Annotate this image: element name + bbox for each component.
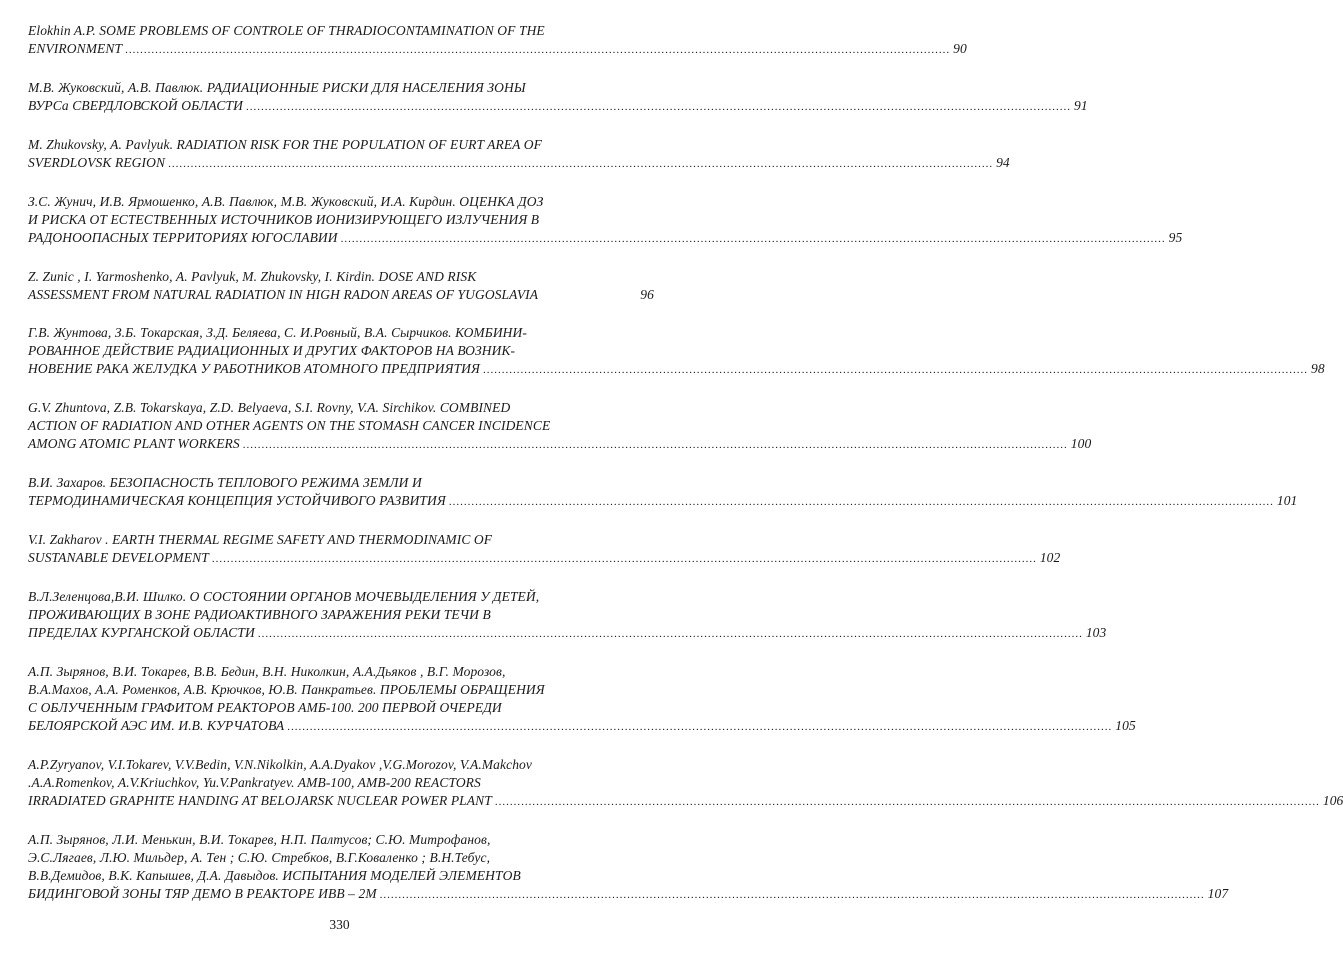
toc-entry-page-number: 96 xyxy=(640,287,654,302)
toc-entry-line: Г.В. Жунтова, З.Б. Токарская, З.Д. Беляева, С. И.Ровный, В.А. Сырчиков. КОМБИНИ- xyxy=(28,325,527,340)
toc-entry-leader-line xyxy=(28,154,1010,173)
dot-leader: ............................................................................................................................................................................................................................ xyxy=(257,628,1083,640)
toc-entry-line: РОВАННОЕ ДЕЙСТВИЕ РАДИАЦИОННЫХ И ДРУГИХ ФАКТОРОВ НА ВОЗНИК- xyxy=(28,343,516,358)
toc-entry-page-number: 105 xyxy=(1115,718,1136,733)
toc-entry-leader-line xyxy=(28,40,967,59)
toc-entry-page-number: 103 xyxy=(1085,625,1107,640)
toc-entry xyxy=(28,324,1325,379)
toc-entry-page-number: 101 xyxy=(1276,493,1298,508)
toc-entry-line: .A.A.Romenkov, A.V.Kriuchkov, Yu.V.Pankratyev. AMB-100, AMB-200 REACTORS xyxy=(28,775,481,790)
dot-leader: ............................................................................................................................................................................................................................ xyxy=(125,44,951,56)
toc-entry xyxy=(28,399,1092,454)
toc-entry-leader-line xyxy=(28,717,1136,736)
toc-entry xyxy=(28,531,1061,568)
dot-leader: ............................................................................................................................................................................................................................ xyxy=(494,796,1320,808)
toc-entry-last-line: ASSESSMENT FROM NATURAL RADIATION IN HIGH RADON AREAS OF YUGOSLAVIA xyxy=(28,287,539,302)
toc-entry xyxy=(28,663,1136,736)
toc-entry xyxy=(28,22,967,59)
dot-leader: ............................................................................................................................................................................................................................ xyxy=(242,439,1068,451)
toc-entry-leader-line xyxy=(28,360,1325,379)
toc-entry-page-number: 90 xyxy=(953,41,967,56)
toc-entry xyxy=(28,193,1183,248)
toc-entry-line: М.В. Жуковский, А.В. Павлюк. РАДИАЦИОННЫЕ РИСКИ ДЛЯ НАСЕЛЕНИЯ ЗОНЫ xyxy=(28,80,526,95)
toc-entry xyxy=(28,831,1229,904)
toc-entry-line: Э.С.Лягаев, Л.Ю. Мильдер, А. Тен ; С.Ю. Стребков, В.Г.Коваленко ; В.Н.Тебус, xyxy=(28,850,491,865)
toc-entry xyxy=(28,474,1298,511)
toc-entry-page-number: 107 xyxy=(1207,886,1229,901)
toc-entry-page-number: 102 xyxy=(1039,550,1061,565)
toc-entry xyxy=(28,588,1107,643)
dot-leader: ............................................................................................................................................................................................................................ xyxy=(246,101,1071,113)
toc-entry-leader-line xyxy=(28,624,1107,643)
toc-entry xyxy=(28,136,1010,173)
toc-entry-last-line: SUSTANABLE DEVELOPMENT xyxy=(28,550,209,565)
toc-entry-leader-line xyxy=(28,286,654,304)
toc-entry-last-line: IRRADIATED GRAPHITE HANDING AT BELOJARSK NUCLEAR POWER PLANT xyxy=(28,793,492,808)
toc-entry-line: З.С. Жунич, И.В. Ярмошенко, А.В. Павлюк, М.В. Жуковский, И.А. Кирдин. ОЦЕНКА ДОЗ xyxy=(28,194,544,209)
toc-entry-leader-line xyxy=(28,792,1343,811)
toc-entry-page-number: 98 xyxy=(1311,361,1325,376)
toc-entry-line: В.В.Демидов, В.К. Капышев, Д.А. Давыдов. ИСПЫТАНИЯ МОДЕЛЕЙ ЭЛЕМЕНТОВ xyxy=(28,868,521,883)
toc-entry-line: G.V. Zhuntova, Z.B. Tokarskaya, Z.D. Belyaeva, S.I. Rovny, V.A. Sirchikov. COMBINED xyxy=(28,400,511,415)
toc-entry-line: С ОБЛУЧЕННЫМ ГРАФИТОМ РЕАКТОРОВ АМБ-100. 200 ПЕРВОЙ ОЧЕРЕДИ xyxy=(28,700,502,715)
toc-entry-line: И РИСКА ОТ ЕСТЕСТВЕННЫХ ИСТОЧНИКОВ ИОНИЗИРУЮЩЕГО ИЗЛУЧЕНИЯ В xyxy=(28,212,540,227)
dot-leader: ............................................................................................................................................................................................................................ xyxy=(211,553,1037,565)
toc-entry-leader-line xyxy=(28,435,1092,454)
toc-entry-page-number: 100 xyxy=(1070,436,1092,451)
toc-entry xyxy=(28,79,1088,116)
toc-entry-leader-line xyxy=(28,229,1183,248)
toc-entry-last-line: ПРЕДЕЛАХ КУРГАНСКОЙ ОБЛАСТИ xyxy=(28,625,255,640)
toc-entry-line: А.П. Зырянов, Л.И. Менькин, В.И. Токарев, Н.П. Палтусов; С.Ю. Митрофанов, xyxy=(28,832,491,847)
toc-entry-line: A.P.Zyryanov, V.I.Tokarev, V.V.Bedin, V.N.Nikolkin, A.A.Dyakov ,V.G.Morozov, V.A.Makchov xyxy=(28,757,532,772)
toc-entry-line: А.П. Зырянов, В.И. Токарев, В.В. Бедин, В.Н. Николкин, А.А.Дьяков , В.Г. Морозов, xyxy=(28,664,506,679)
toc-entry xyxy=(28,756,1343,811)
table-of-contents xyxy=(28,22,1343,924)
toc-entry-page-number: 94 xyxy=(996,155,1010,170)
toc-entry-line: Z. Zunic , I. Yarmoshenko, A. Pavlyuk, M. Zhukovsky, I. Kirdin. DOSE AND RISK xyxy=(28,269,477,284)
toc-entry-last-line: НОВЕНИЕ РАКА ЖЕЛУДКА У РАБОТНИКОВ АТОМНОГО ПРЕДПРИЯТИЯ xyxy=(28,361,481,376)
toc-entry-page-number: 95 xyxy=(1168,230,1183,245)
toc-entry-line: В.Л.Зеленцова,В.И. Шилко. О СОСТОЯНИИ ОРГАНОВ МОЧЕВЫДЕЛЕНИЯ У ДЕТЕЙ, xyxy=(28,589,540,604)
toc-entry-line: V.I. Zakharov . EARTH THERMAL REGIME SAFETY AND THERMODINAMIC OF xyxy=(28,532,493,547)
dot-leader: ............................................................................................................................................................................................................................ xyxy=(340,233,1166,245)
toc-entry-last-line: ENVIRONMENT xyxy=(28,41,123,56)
toc-entry-line: В.И. Захаров. БЕЗОПАСНОСТЬ ТЕПЛОВОГО РЕЖИМА ЗЕМЛИ И xyxy=(28,475,422,490)
toc-entry xyxy=(28,268,654,304)
toc-entry-line: M. Zhukovsky, A. Pavlyuk. RADIATION RISK FOR THE POPULATION OF EURT AREA OF xyxy=(28,137,542,152)
toc-entry-page-number: 91 xyxy=(1074,98,1088,113)
dot-leader: ............................................................................................................................................................................................................................ xyxy=(287,721,1113,733)
toc-entry-line: В.А.Махов, А.А. Роменков, А.В. Крючков, Ю.В. Панкратьев. ПРОБЛЕМЫ ОБРАЩЕНИЯ xyxy=(28,682,545,697)
toc-entry-last-line: ВУРСа СВЕРДЛОВСКОЙ ОБЛАСТИ xyxy=(28,98,243,113)
toc-entry-line: ACTION OF RADIATION AND OTHER AGENTS ON THE STOMASH CANCER INCIDENCE xyxy=(28,418,551,433)
page-number: 330 xyxy=(329,917,350,932)
toc-entry-page-number: 106 xyxy=(1322,793,1343,808)
dot-leader: ............................................................................................................................................................................................................................ xyxy=(448,496,1274,508)
toc-entry-leader-line xyxy=(28,97,1088,116)
toc-entry-leader-line xyxy=(28,885,1229,904)
toc-entry-last-line: AMONG ATOMIC PLANT WORKERS xyxy=(28,436,240,451)
toc-entry-leader-line xyxy=(28,549,1061,568)
toc-entry-leader-line xyxy=(28,492,1298,511)
toc-entry-last-line: ТЕРМОДИНАМИЧЕСКАЯ КОНЦЕПЦИЯ УСТОЙЧИВОГО РАЗВИТИЯ xyxy=(28,493,446,508)
dot-leader: ............................................................................................................................................................................................................................ xyxy=(168,158,994,170)
dot-leader: ............................................................................................................................................................................................................................ xyxy=(483,364,1309,376)
toc-entry-last-line: РАДОНООПАСНЫХ ТЕРРИТОРИЯХ ЮГОСЛАВИИ xyxy=(28,230,338,245)
toc-entry-last-line: БЕЛОЯРСКОЙ АЭС ИМ. И.В. КУРЧАТОВА xyxy=(28,718,285,733)
dot-leader: ............................................................................................................................................................................................................................ xyxy=(379,889,1205,901)
toc-entry-line: ПРОЖИВАЮЩИХ В ЗОНЕ РАДИОАКТИВНОГО ЗАРАЖЕНИЯ РЕКИ ТЕЧИ В xyxy=(28,607,491,622)
toc-entry-last-line: SVERDLOVSK REGION xyxy=(28,155,166,170)
toc-entry-last-line: БИДИНГОВОЙ ЗОНЫ ТЯР ДЕМО В РЕАКТОРЕ ИВВ – 2М xyxy=(28,886,377,901)
toc-entry-line: Elokhin A.P. SOME PROBLEMS OF CONTROLE OF THRADIOCONTAMINATION OF THE xyxy=(28,23,545,38)
